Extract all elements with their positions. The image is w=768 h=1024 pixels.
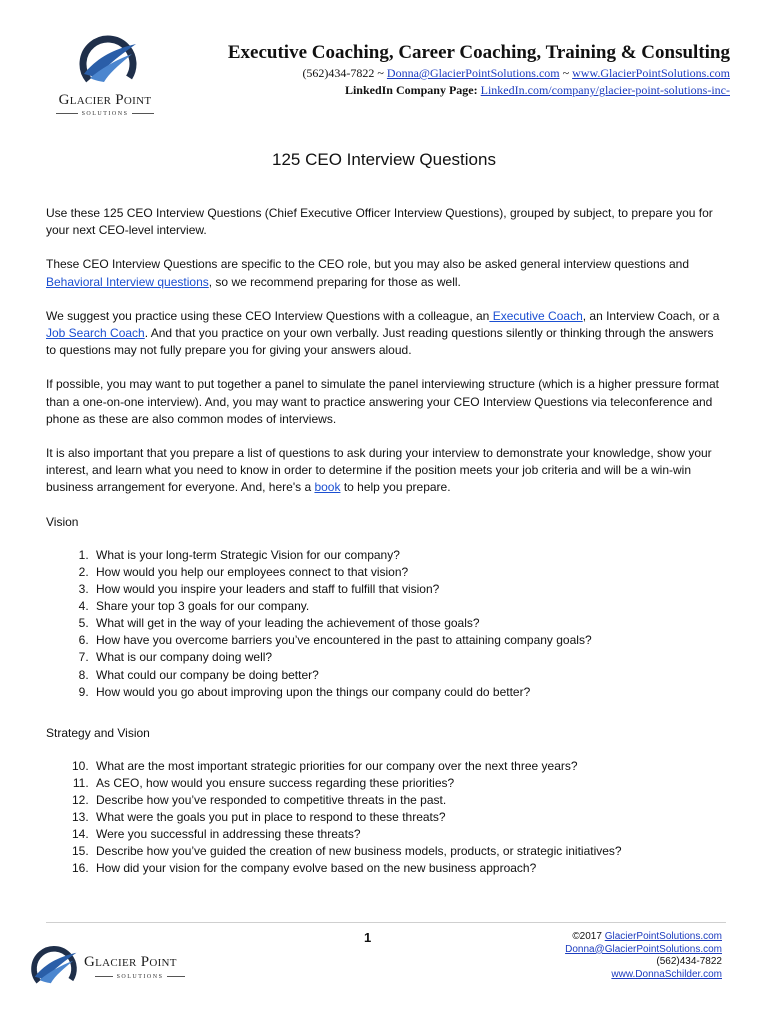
page-number: 1 [364, 930, 372, 945]
paragraph-text: , an Interview Coach, or a [582, 308, 720, 323]
letterhead-title: Executive Coaching, Career Coaching, Training & Consulting [227, 42, 730, 63]
contact-line [228, 66, 730, 81]
list-item: 16. How did your vision for the company evolve based on the new business approach? [92, 860, 726, 877]
practice-paragraph [46, 308, 726, 360]
paragraph-text: We suggest you practice using these CEO Interview Questions with a colleague, an [46, 308, 490, 323]
list-item: 11. As CEO, how would you ensure success regarding these priorities? [92, 775, 726, 792]
document-title: 125 CEO Interview Questions [272, 150, 496, 169]
footer-contact [565, 931, 722, 981]
behavioral-paragraph [46, 256, 726, 290]
paragraph-text: . And that you practice on your own verbally. Just reading questions silently or thinking through the answers to questions may not fully prepare you for giving your answers aloud. [46, 326, 714, 358]
executive-coach-link[interactable]: Executive Coach [489, 308, 583, 323]
list-item: 15. Describe how you’ve guided the creation of new business models, products, or strategic initiatives? [92, 843, 726, 860]
letterhead-text [228, 42, 730, 98]
paragraph-text: It is also important that you prepare a list of questions to ask during your interview to demonstrate your knowledge, show your interest, and learn what you need to know in order to determine if the position meets your job criteria and will be a win-win business arrangement for everyone. And, here's a [46, 446, 712, 495]
section-title-vision: Vision [46, 514, 79, 529]
linkedin-label: LinkedIn Company Page: [344, 83, 481, 97]
footer-phone: (562)434-7822 [656, 956, 722, 968]
document-body [46, 205, 726, 878]
questions-paragraph [46, 445, 726, 497]
glacier-point-logo-icon [30, 944, 78, 992]
footer-logo-wordmark: Glacier Point [84, 954, 177, 970]
logo-wordmark: Glacier Point [58, 92, 152, 108]
list-item: 5. What will get in the way of your leading the achievement of those goals? [92, 615, 726, 632]
footer-logo-tagline: SOLUTIONS [84, 974, 196, 980]
list-item: 2. How would you help our employees connect to that vision? [92, 564, 726, 581]
email-link[interactable]: Donna@GlacierPointSolutions.com [386, 66, 560, 80]
footer-copyright-line [565, 931, 722, 944]
footer-divider [46, 922, 726, 923]
vision-question-list [46, 547, 726, 701]
paragraph-text: , so we recommend preparing for those as well. [208, 274, 461, 289]
copyright-text: ©2017 [572, 931, 605, 942]
phone-text: (562)434-7822 ~ [302, 66, 387, 80]
website-link[interactable]: www.GlacierPointSolutions.com [572, 66, 730, 80]
list-item: 4. Share your top 3 goals for our company. [92, 598, 726, 615]
list-item: 9. How would you go about improving upon the things our company could do better? [92, 684, 726, 701]
linkedin-line [228, 83, 730, 98]
list-item: 8. What could our company be doing better? [92, 667, 726, 684]
job-search-coach-link[interactable]: Job Search Coach [46, 326, 145, 341]
section-title-strategy: Strategy and Vision [46, 725, 150, 740]
behavioral-questions-link[interactable]: Behavioral Interview questions [46, 274, 209, 289]
list-item: 6. How have you overcome barriers you’ve encountered in the past to attaining company goals? [92, 632, 726, 649]
paragraph-text: These CEO Interview Questions are specific to the CEO role, but you may also be asked general interview questions and [46, 257, 689, 272]
book-link[interactable]: book [314, 480, 341, 495]
paragraph-text: to help you prepare. [340, 480, 451, 495]
panel-paragraph: If possible, you may want to put together a panel to simulate the panel interviewing structure (which is a higher pressure format than a one-on-one interview). And, you may want to practice answering your CEO Interview Questions via teleconference and phone as these are also common modes of interviews. [46, 377, 720, 426]
glacier-point-logo-icon [78, 34, 138, 92]
footer-logo [30, 938, 200, 1008]
strategy-question-list [46, 758, 726, 878]
list-item: 7. What is our company doing well? [92, 649, 726, 666]
list-item: 12. Describe how you’ve responded to competitive threats in the past. [92, 792, 726, 809]
list-item: 14. Were you successful in addressing these threats? [92, 826, 726, 843]
list-item: 1. What is your long-term Strategic Vision for our company? [92, 547, 726, 564]
separator-text: ~ [559, 66, 573, 80]
footer-personal-site-link[interactable]: www.DonnaSchilder.com [611, 968, 722, 980]
letterhead [30, 28, 730, 123]
intro-paragraph: Use these 125 CEO Interview Questions (Chief Executive Officer Interview Questions), grouped by subject, to prepare you for your next CEO-level interview. [46, 206, 713, 238]
list-item: 3. How would you inspire your leaders and staff to fulfill that vision? [92, 581, 726, 598]
list-item: 10. What are the most important strategic priorities for our company over the next three years? [92, 758, 726, 775]
footer-email-link[interactable]: Donna@GlacierPointSolutions.com [565, 943, 722, 955]
company-logo [30, 34, 180, 124]
footer-site-link[interactable]: GlacierPointSolutions.com [604, 931, 722, 942]
linkedin-link[interactable]: LinkedIn.com/company/glacier-point-solutions-inc- [480, 83, 730, 97]
logo-tagline: SOLUTIONS [30, 111, 180, 117]
list-item: 13. What were the goals you put in place to respond to these threats? [92, 809, 726, 826]
